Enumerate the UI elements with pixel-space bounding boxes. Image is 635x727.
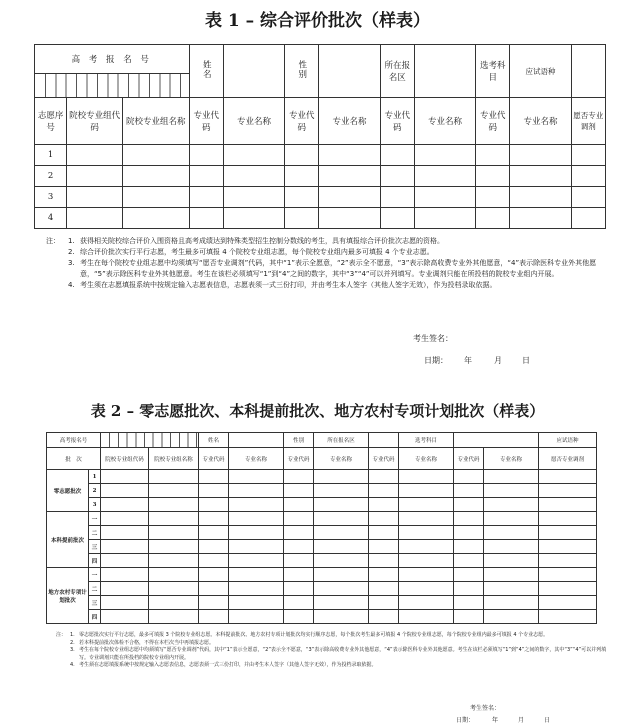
- entry-cell[interactable]: [285, 166, 319, 187]
- entry-cell[interactable]: [314, 568, 369, 582]
- entry-cell[interactable]: [199, 568, 229, 582]
- t2-col-adjust: 愿否专业调剂: [539, 448, 597, 470]
- entry-cell[interactable]: [149, 596, 199, 610]
- note-text: 若本科提前批次体检不合格，不得在本栏次当中再填报志愿。: [79, 639, 215, 646]
- row-number: 3: [89, 498, 101, 512]
- entry-cell[interactable]: [284, 554, 314, 568]
- table2-row: [47, 610, 597, 624]
- col-major-code: 专业代码: [189, 98, 223, 145]
- table2-row: [47, 470, 597, 484]
- entry-cell[interactable]: [149, 582, 199, 596]
- day-label: 日: [522, 356, 530, 365]
- col-major-name: 专业名称: [319, 98, 380, 145]
- entry-cell[interactable]: [101, 540, 149, 554]
- entry-cell[interactable]: [67, 166, 123, 187]
- col-major-code: 专业代码: [380, 98, 414, 145]
- entry-cell[interactable]: [229, 526, 284, 540]
- t2-col-group-code: 院校专业组代码: [101, 448, 149, 470]
- col-major-name: 专业名称: [414, 98, 475, 145]
- entry-cell[interactable]: [571, 166, 605, 187]
- table1-row: [35, 166, 606, 187]
- note-text: 获得相关院校综合评价入围资格且高考成绩达到特殊类型招生控制分数线的考生，具有填报综合评价批次志愿的资格。: [80, 237, 444, 245]
- entry-cell[interactable]: [101, 484, 149, 498]
- note-text: 考生在每个院校专业组志愿中均须填写“愿否专业调剂”代码，其中“1”表示全愿意，“2”表示全不愿意，“3”表示除高收费专业外其他愿意，“4”表示除医科专业外其他愿意，“5”表示除医科专业外其他愿意。考生在该栏必须填写“1”到“4”之间的数字，其中“3”“4”可以并列填写。专业调剂只能在所投档的院校专业组内开展。: [80, 259, 597, 278]
- entry-cell[interactable]: [484, 582, 539, 596]
- entry-cell[interactable]: [314, 596, 369, 610]
- entry-cell[interactable]: [454, 484, 484, 498]
- t2-day-label: 日: [544, 717, 551, 724]
- entry-cell[interactable]: [484, 526, 539, 540]
- exam-no-label: 高 考 报 名 号: [35, 45, 190, 74]
- entry-cell[interactable]: [67, 208, 123, 229]
- entry-cell[interactable]: [510, 166, 571, 187]
- table2-row: [47, 498, 597, 512]
- entry-cell[interactable]: [223, 166, 284, 187]
- entry-cell[interactable]: [454, 596, 484, 610]
- entry-cell[interactable]: [122, 187, 189, 208]
- entry-cell[interactable]: [414, 208, 475, 229]
- entry-cell[interactable]: [369, 554, 399, 568]
- entry-cell[interactable]: [284, 484, 314, 498]
- entry-cell[interactable]: [454, 498, 484, 512]
- entry-cell[interactable]: [199, 554, 229, 568]
- note-item: [70, 647, 616, 662]
- entry-cell[interactable]: [399, 596, 454, 610]
- entry-cell[interactable]: [380, 208, 414, 229]
- entry-cell[interactable]: [454, 610, 484, 624]
- row-number: 四: [89, 610, 101, 624]
- batch-name: 零志愿批次: [47, 470, 89, 512]
- table1-signature-label: 考生签名：: [413, 334, 453, 343]
- entry-cell[interactable]: [314, 526, 369, 540]
- entry-cell[interactable]: [454, 470, 484, 484]
- entry-cell[interactable]: [199, 484, 229, 498]
- entry-cell[interactable]: [476, 208, 510, 229]
- entry-cell[interactable]: [101, 470, 149, 484]
- row-number: 三: [89, 596, 101, 610]
- t2-col-major-code: 专业代码: [199, 448, 229, 470]
- t2-col-batch: 批 次: [47, 448, 101, 470]
- table2-date-line: [456, 715, 566, 724]
- entry-cell[interactable]: [199, 582, 229, 596]
- row-number: 2: [89, 484, 101, 498]
- entry-cell[interactable]: [484, 512, 539, 526]
- entry-cell[interactable]: [67, 187, 123, 208]
- entry-cell[interactable]: [189, 145, 223, 166]
- note-text: 考生在每个院校专业组志愿中均须填写“愿否专业调剂”代码，其中“1”表示全愿意，“2”表示全不愿意，“3”表示除高收费专业外其他愿意，“4”表示除医科专业外其他愿意。考生在该栏必须填写“1”到“4”之间的数字，其中“3”“4”可以并列填写。专业调剂只能在所投档的院校专业组内开展。: [79, 647, 607, 661]
- entry-cell[interactable]: [484, 568, 539, 582]
- t2-subject-field[interactable]: [454, 433, 539, 448]
- entry-cell[interactable]: [149, 568, 199, 582]
- table1-row: [35, 145, 606, 166]
- col-group-name: 院校专业组名称: [122, 98, 189, 145]
- t2-name-field[interactable]: [229, 433, 284, 448]
- t2-gender-label: 性别: [284, 433, 314, 448]
- note-number: 4.: [68, 281, 75, 289]
- entry-cell[interactable]: [285, 208, 319, 229]
- language-label: 应试语种: [525, 66, 556, 76]
- note-item: [68, 280, 616, 291]
- entry-cell[interactable]: [149, 610, 199, 624]
- entry-cell[interactable]: [476, 187, 510, 208]
- entry-cell[interactable]: [369, 596, 399, 610]
- entry-cell[interactable]: [122, 166, 189, 187]
- t2-region-label: 所在报名区: [314, 433, 369, 448]
- t2-col-major-code: 专业代码: [284, 448, 314, 470]
- entry-cell[interactable]: [229, 568, 284, 582]
- entry-cell[interactable]: [369, 470, 399, 484]
- entry-cell[interactable]: [314, 582, 369, 596]
- table1-row: [35, 208, 606, 229]
- row-number: 4: [35, 208, 67, 229]
- entry-cell[interactable]: [369, 512, 399, 526]
- entry-cell[interactable]: [285, 187, 319, 208]
- entry-cell[interactable]: [199, 526, 229, 540]
- entry-cell[interactable]: [149, 554, 199, 568]
- entry-cell[interactable]: [223, 187, 284, 208]
- table2-row: [47, 582, 597, 596]
- entry-cell[interactable]: [399, 470, 454, 484]
- t2-col-group-name: 院校专业组名称: [149, 448, 199, 470]
- note-item: [70, 662, 616, 670]
- entry-cell[interactable]: [229, 540, 284, 554]
- note-item: [68, 258, 616, 280]
- entry-cell[interactable]: [484, 484, 539, 498]
- entry-cell[interactable]: [369, 484, 399, 498]
- entry-cell[interactable]: [369, 610, 399, 624]
- entry-cell[interactable]: [101, 610, 149, 624]
- subject-label: 选考科目: [476, 45, 510, 98]
- entry-cell[interactable]: [149, 484, 199, 498]
- entry-cell[interactable]: [399, 498, 454, 512]
- note-number: 1.: [70, 632, 75, 638]
- entry-cell[interactable]: [571, 208, 605, 229]
- entry-cell[interactable]: [510, 145, 571, 166]
- entry-cell[interactable]: [285, 145, 319, 166]
- entry-cell[interactable]: [314, 554, 369, 568]
- table1-date-line: [424, 355, 544, 366]
- entry-cell[interactable]: [284, 540, 314, 554]
- entry-cell[interactable]: [101, 512, 149, 526]
- language-field[interactable]: [571, 45, 605, 98]
- col-major-name: 专业名称: [510, 98, 571, 145]
- t2-col-major-code: 专业代码: [454, 448, 484, 470]
- table1-grid: [34, 44, 606, 229]
- row-number: 一: [89, 512, 101, 526]
- entry-cell[interactable]: [510, 208, 571, 229]
- entry-cell[interactable]: [539, 540, 597, 554]
- t2-name-label: 姓名: [199, 433, 229, 448]
- entry-cell[interactable]: [284, 470, 314, 484]
- entry-cell[interactable]: [101, 554, 149, 568]
- entry-cell[interactable]: [484, 610, 539, 624]
- entry-cell[interactable]: [539, 526, 597, 540]
- t2-exam-no-boxes[interactable]: [101, 433, 199, 448]
- note-number: 1.: [68, 237, 75, 245]
- entry-cell[interactable]: [454, 554, 484, 568]
- row-number: 1: [35, 145, 67, 166]
- row-number: 1: [89, 470, 101, 484]
- entry-cell[interactable]: [414, 187, 475, 208]
- entry-cell[interactable]: [454, 582, 484, 596]
- entry-cell[interactable]: [369, 498, 399, 512]
- note-item: [70, 640, 616, 648]
- entry-cell[interactable]: [319, 187, 380, 208]
- entry-cell[interactable]: [229, 554, 284, 568]
- entry-cell[interactable]: [229, 470, 284, 484]
- entry-cell[interactable]: [149, 540, 199, 554]
- row-number: 四: [89, 554, 101, 568]
- note-number: 3.: [68, 259, 75, 267]
- entry-cell[interactable]: [399, 554, 454, 568]
- t2-col-major-name: 专业名称: [484, 448, 539, 470]
- entry-cell[interactable]: [101, 596, 149, 610]
- t2-notes-label: 注：: [56, 632, 67, 638]
- entry-cell[interactable]: [229, 610, 284, 624]
- col-major-code: 专业代码: [476, 98, 510, 145]
- entry-cell[interactable]: [539, 484, 597, 498]
- entry-cell[interactable]: [399, 582, 454, 596]
- entry-cell[interactable]: [454, 568, 484, 582]
- note-item: [68, 236, 616, 247]
- entry-cell[interactable]: [199, 470, 229, 484]
- col-adjust: 愿否专业调剂: [571, 98, 605, 145]
- batch-name: 地方农村专项计划批次: [47, 568, 89, 624]
- entry-cell[interactable]: [369, 568, 399, 582]
- entry-cell[interactable]: [149, 470, 199, 484]
- entry-cell[interactable]: [380, 145, 414, 166]
- entry-cell[interactable]: [380, 187, 414, 208]
- entry-cell[interactable]: [229, 498, 284, 512]
- table2-row: [47, 512, 597, 526]
- entry-cell[interactable]: [314, 512, 369, 526]
- entry-cell[interactable]: [229, 484, 284, 498]
- table2-row: [47, 526, 597, 540]
- entry-cell[interactable]: [229, 512, 284, 526]
- row-number: 二: [89, 526, 101, 540]
- t2-col-major-name: 专业名称: [399, 448, 454, 470]
- entry-cell[interactable]: [484, 470, 539, 484]
- t2-subject-label: 选考科目: [399, 433, 454, 448]
- subject-language-field[interactable]: [510, 45, 571, 98]
- entry-cell[interactable]: [539, 568, 597, 582]
- entry-cell[interactable]: [223, 208, 284, 229]
- entry-cell[interactable]: [399, 540, 454, 554]
- entry-cell[interactable]: [199, 512, 229, 526]
- entry-cell[interactable]: [484, 596, 539, 610]
- name-field[interactable]: [223, 45, 284, 98]
- date-label: 日期：: [424, 356, 448, 365]
- entry-cell[interactable]: [284, 582, 314, 596]
- entry-cell[interactable]: [414, 145, 475, 166]
- t2-col-major-name: 专业名称: [314, 448, 369, 470]
- notes-label: 注：: [46, 237, 60, 245]
- entry-cell[interactable]: [539, 512, 597, 526]
- name-label: 姓名: [189, 45, 223, 98]
- year-label: 年: [464, 356, 472, 365]
- row-number: 一: [89, 568, 101, 582]
- note-number: 4.: [70, 662, 75, 668]
- entry-cell[interactable]: [67, 145, 123, 166]
- table2-row: [47, 596, 597, 610]
- entry-cell[interactable]: [539, 498, 597, 512]
- col-group-code: 院校专业组代码: [67, 98, 123, 145]
- entry-cell[interactable]: [284, 498, 314, 512]
- table2-row: [47, 568, 597, 582]
- table1-row: [35, 187, 606, 208]
- entry-cell[interactable]: [369, 582, 399, 596]
- note-number: 2.: [68, 248, 75, 256]
- entry-cell[interactable]: [539, 582, 597, 596]
- col-major-code: 专业代码: [285, 98, 319, 145]
- entry-cell[interactable]: [399, 526, 454, 540]
- note-number: 3.: [70, 647, 75, 653]
- month-label: 月: [494, 356, 502, 365]
- entry-cell[interactable]: [314, 484, 369, 498]
- entry-cell[interactable]: [539, 554, 597, 568]
- entry-cell[interactable]: [101, 568, 149, 582]
- table2-notes: [56, 632, 616, 670]
- entry-cell[interactable]: [284, 568, 314, 582]
- note-number: 2.: [70, 639, 75, 646]
- entry-cell[interactable]: [101, 582, 149, 596]
- t2-col-major-name: 专业名称: [229, 448, 284, 470]
- note-item: [70, 632, 616, 640]
- entry-cell[interactable]: [476, 145, 510, 166]
- t2-year-label: 年: [492, 717, 499, 724]
- row-number: 2: [35, 166, 67, 187]
- exam-no-boxes[interactable]: [35, 74, 190, 98]
- gender-field[interactable]: [319, 45, 380, 98]
- entry-cell[interactable]: [199, 610, 229, 624]
- table2-signature-label: 考生签名：: [470, 705, 501, 712]
- note-text: 考生须在志愿填报系统中按规定输入志愿表信息，志愿表须一式三份打印，并由考生本人签字（其他人签字无效），作为投档录取依据。: [80, 281, 497, 289]
- gender-label: 性别: [285, 45, 319, 98]
- entry-cell[interactable]: [319, 145, 380, 166]
- entry-cell[interactable]: [454, 540, 484, 554]
- row-number: 三: [89, 540, 101, 554]
- table2-row: [47, 540, 597, 554]
- entry-cell[interactable]: [189, 187, 223, 208]
- entry-cell[interactable]: [229, 596, 284, 610]
- entry-cell[interactable]: [199, 498, 229, 512]
- table2-grid: [46, 432, 597, 624]
- entry-cell[interactable]: [319, 208, 380, 229]
- entry-cell[interactable]: [399, 568, 454, 582]
- entry-cell[interactable]: [199, 596, 229, 610]
- col-order: 志愿序号: [35, 98, 67, 145]
- table1-title: 表 1 – 综合评价批次（样表）: [204, 11, 431, 31]
- entry-cell[interactable]: [539, 596, 597, 610]
- entry-cell[interactable]: [314, 610, 369, 624]
- entry-cell[interactable]: [314, 498, 369, 512]
- entry-cell[interactable]: [122, 208, 189, 229]
- entry-cell[interactable]: [101, 526, 149, 540]
- table2-row: [47, 484, 597, 498]
- entry-cell[interactable]: [571, 187, 605, 208]
- region-label: 所在报名区: [380, 45, 414, 98]
- region-field[interactable]: [414, 45, 475, 98]
- t2-date-label: 日期：: [456, 717, 475, 724]
- entry-cell[interactable]: [229, 582, 284, 596]
- note-text: 考生须在志愿填报系统中按规定输入志愿表信息，志愿表须一式三份打印，并由考生本人签字（其他人签字无效），作为投档录取依据。: [79, 662, 377, 668]
- note-text: 零志愿批次实行平行志愿，最多可填报 3 个院校专业组志愿。本科提前批次、地方农村专项计划批次均实行顺序志愿，每个批次考生最多可填报 4 个院校专业组志愿，每个院校专业组内最多可填报 4 个专业志愿。: [79, 632, 549, 638]
- entry-cell[interactable]: [369, 526, 399, 540]
- entry-cell[interactable]: [454, 512, 484, 526]
- entry-cell[interactable]: [319, 166, 380, 187]
- entry-cell[interactable]: [149, 526, 199, 540]
- entry-cell[interactable]: [571, 145, 605, 166]
- entry-cell[interactable]: [284, 596, 314, 610]
- entry-cell[interactable]: [189, 166, 223, 187]
- entry-cell[interactable]: [484, 540, 539, 554]
- entry-cell[interactable]: [149, 498, 199, 512]
- entry-cell[interactable]: [484, 554, 539, 568]
- entry-cell[interactable]: [399, 610, 454, 624]
- row-number: 3: [35, 187, 67, 208]
- col-major-name: 专业名称: [223, 98, 284, 145]
- entry-cell[interactable]: [484, 498, 539, 512]
- entry-cell[interactable]: [189, 208, 223, 229]
- t2-col-major-code: 专业代码: [369, 448, 399, 470]
- entry-cell[interactable]: [284, 526, 314, 540]
- entry-cell[interactable]: [454, 526, 484, 540]
- entry-cell[interactable]: [380, 166, 414, 187]
- entry-cell[interactable]: [510, 187, 571, 208]
- entry-cell[interactable]: [399, 512, 454, 526]
- entry-cell[interactable]: [223, 145, 284, 166]
- entry-cell[interactable]: [122, 145, 189, 166]
- t2-language-label: 应试语种: [539, 433, 597, 448]
- t2-region-field[interactable]: [369, 433, 399, 448]
- table2-row: [47, 554, 597, 568]
- row-number: 二: [89, 582, 101, 596]
- table1-notes: [46, 236, 616, 291]
- entry-cell[interactable]: [369, 540, 399, 554]
- entry-cell[interactable]: [149, 512, 199, 526]
- t2-exam-no-label: 高考报名号: [47, 433, 101, 448]
- note-item: [68, 247, 616, 258]
- table2-title: 表 2 – 零志愿批次、本科提前批次、地方农村专项计划批次（样表）: [90, 402, 545, 420]
- entry-cell[interactable]: [199, 540, 229, 554]
- note-text: 综合评价批次实行平行志愿，考生最多可填报 4 个院校专业组志愿，每个院校专业组内最多可填报 4 个专业志愿。: [80, 248, 434, 256]
- entry-cell[interactable]: [284, 610, 314, 624]
- entry-cell[interactable]: [399, 484, 454, 498]
- entry-cell[interactable]: [314, 470, 369, 484]
- entry-cell[interactable]: [284, 512, 314, 526]
- entry-cell[interactable]: [539, 470, 597, 484]
- entry-cell[interactable]: [101, 498, 149, 512]
- t2-month-label: 月: [518, 717, 525, 724]
- entry-cell[interactable]: [314, 540, 369, 554]
- entry-cell[interactable]: [476, 166, 510, 187]
- entry-cell[interactable]: [539, 610, 597, 624]
- entry-cell[interactable]: [414, 166, 475, 187]
- batch-name: 本科提前批次: [47, 512, 89, 568]
